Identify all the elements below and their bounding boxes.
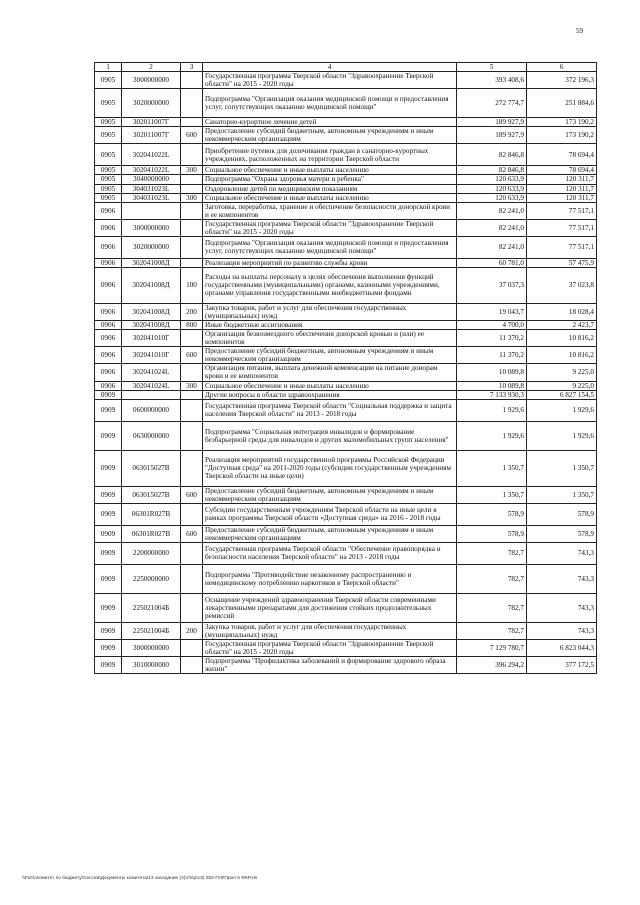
description-cell: Социальное обеспечение и иные выплаты населению (203, 193, 457, 202)
section-code-cell: 0909 (95, 542, 122, 564)
target-article-cell: 302041008Д (122, 303, 181, 320)
file-path-footer: \\Fs01\комитет по бюджету\Сессии\Документы комитета\13 заседание (4)\л\пр\13) 282-П-8\Прил 5 ФКР.xls (22, 876, 258, 881)
budget-table-body (95, 63, 597, 674)
expense-type-cell (181, 657, 203, 674)
target-article-cell: 3010000000 (122, 657, 181, 674)
plan-amount-cell: 1 350,7 (457, 486, 527, 503)
expense-type-cell (181, 144, 203, 166)
expense-type-cell: 600 (181, 347, 203, 364)
section-code-cell: 0906 (95, 202, 122, 219)
actual-amount-cell: 78 694,4 (527, 144, 597, 166)
table-row (95, 72, 597, 89)
actual-amount-cell: 120 311,7 (527, 184, 597, 193)
expense-type-cell (181, 399, 203, 421)
section-code-cell: 0909 (95, 390, 122, 399)
section-code-cell: 0905 (95, 118, 122, 127)
description-cell: Социальное обеспечение и иные выплаты населению (203, 381, 457, 390)
section-code-cell: 0905 (95, 144, 122, 166)
target-article-cell: 304031023L (122, 184, 181, 193)
section-code-cell: 0909 (95, 657, 122, 674)
table-row (95, 236, 597, 258)
target-article-cell (122, 202, 181, 219)
table-row (95, 486, 597, 503)
section-code-cell: 0906 (95, 303, 122, 320)
actual-amount-cell: 10 816,2 (527, 330, 597, 347)
actual-amount-cell: 578,9 (527, 525, 597, 542)
section-code-cell: 0909 (95, 503, 122, 525)
expense-type-cell: 600 (181, 525, 203, 542)
expense-type-cell: 100 (181, 267, 203, 303)
actual-amount-cell: 78 694,4 (527, 166, 597, 175)
plan-amount-cell: 1 350,7 (457, 450, 527, 486)
actual-amount-cell: 1 929,6 (527, 421, 597, 450)
target-article-cell: 302041010Г (122, 347, 181, 364)
plan-amount-cell: 1 929,6 (457, 421, 527, 450)
description-cell: Предоставление субсидий бюджетным, автономным учреждениям и иным некоммерческим организациям (203, 525, 457, 542)
header-cell: 6 (527, 63, 597, 72)
description-cell: Государственная программа Тверской области "Социальная поддержка и защита населения Тверской области" на 2013 - 2018 годы (203, 399, 457, 421)
actual-amount-cell: 578,9 (527, 503, 597, 525)
table-row (95, 127, 597, 144)
section-code-cell: 0906 (95, 267, 122, 303)
description-cell: Оздоровление детей по медицинским показаниям (203, 184, 457, 193)
actual-amount-cell: 2 423,7 (527, 321, 597, 330)
expense-type-cell (181, 219, 203, 236)
budget-table (94, 62, 597, 674)
expense-type-cell (181, 503, 203, 525)
table-row (95, 202, 597, 219)
table-row (95, 184, 597, 193)
description-cell: Закупка товаров, работ и услуг для обеспечения государственных (муниципальных) нужд (203, 622, 457, 639)
expense-type-cell: 200 (181, 622, 203, 639)
plan-amount-cell: 82 241,0 (457, 219, 527, 236)
page-number: 59 (576, 27, 583, 35)
actual-amount-cell: 37 023,8 (527, 267, 597, 303)
section-code-cell: 0909 (95, 399, 122, 421)
plan-amount-cell: 82 241,0 (457, 202, 527, 219)
plan-amount-cell: 189 927,9 (457, 118, 527, 127)
expense-type-cell (181, 175, 203, 184)
actual-amount-cell: 743,3 (527, 564, 597, 593)
target-article-cell: 06301R027В (122, 525, 181, 542)
actual-amount-cell: 10 816,2 (527, 347, 597, 364)
target-article-cell: 302041024L (122, 364, 181, 381)
description-cell: Расходы на выплаты персоналу в целях обеспечения выполнения функций государственными (муниципальными) органами, казенными учреждениями, органами управления государственными внебюджетными фондами (203, 267, 457, 303)
target-article-cell: 302041008Д (122, 321, 181, 330)
section-code-cell: 0905 (95, 72, 122, 89)
table-row (95, 525, 597, 542)
section-code-cell: 0905 (95, 166, 122, 175)
description-cell: Субсидии государственным учреждениям Тверской области на иные цели в рамках программы Тверской области «Доступная среда» на 2016 - 2018 годы (203, 503, 457, 525)
section-code-cell: 0906 (95, 236, 122, 258)
plan-amount-cell: 7 133 930,3 (457, 390, 527, 399)
expense-type-cell (181, 236, 203, 258)
target-article-cell: 3020000000 (122, 236, 181, 258)
table-row (95, 166, 597, 175)
expense-type-cell (181, 564, 203, 593)
table-row (95, 175, 597, 184)
actual-amount-cell: 173 190,2 (527, 127, 597, 144)
actual-amount-cell: 743,3 (527, 622, 597, 639)
expense-type-cell (181, 593, 203, 622)
table-row (95, 330, 597, 347)
description-cell: Государственная программа Тверской области "Здравоохранение Тверской области" на 2015 - 2020 годы (203, 640, 457, 657)
section-code-cell: 0909 (95, 622, 122, 639)
table-row (95, 381, 597, 390)
actual-amount-cell: 77 517,1 (527, 236, 597, 258)
table-row (95, 321, 597, 330)
table-row (95, 503, 597, 525)
table-header-row (95, 63, 597, 72)
actual-amount-cell: 1 929,6 (527, 399, 597, 421)
section-code-cell: 0905 (95, 184, 122, 193)
section-code-cell: 0905 (95, 193, 122, 202)
plan-amount-cell: 782,7 (457, 622, 527, 639)
actual-amount-cell: 743,3 (527, 593, 597, 622)
header-cell: 4 (203, 63, 457, 72)
section-code-cell: 0906 (95, 330, 122, 347)
section-code-cell: 0905 (95, 175, 122, 184)
target-article-cell: 302041022L (122, 144, 181, 166)
expense-type-cell (181, 72, 203, 89)
plan-amount-cell: 578,9 (457, 503, 527, 525)
table-row (95, 593, 597, 622)
actual-amount-cell: 120 311,7 (527, 193, 597, 202)
description-cell: Подпрограмма "Охрана здоровья матери и ребенка" (203, 175, 457, 184)
expense-type-cell: 600 (181, 486, 203, 503)
table-row (95, 421, 597, 450)
section-code-cell: 0909 (95, 564, 122, 593)
header-cell: 5 (457, 63, 527, 72)
description-cell: Оснащение учреждений здравоохранения Тверской области современными лекарственными препаратами для достижения стойких продолжительных ремиссий (203, 593, 457, 622)
expense-type-cell (181, 390, 203, 399)
description-cell: Государственная программа Тверской области "Здравоохранение Тверской области" на 2015 - 2020 годы (203, 72, 457, 89)
section-code-cell: 0909 (95, 525, 122, 542)
target-article-cell: 3000000000 (122, 219, 181, 236)
description-cell: Реализация мероприятий по развитию службы крови (203, 258, 457, 267)
target-article-cell: 304031023L (122, 193, 181, 202)
table-row (95, 258, 597, 267)
plan-amount-cell: 82 846,8 (457, 166, 527, 175)
target-article-cell: 3000000000 (122, 72, 181, 89)
expense-type-cell: 300 (181, 193, 203, 202)
target-article-cell: 2250000000 (122, 564, 181, 593)
actual-amount-cell: 77 517,1 (527, 219, 597, 236)
plan-amount-cell: 189 927,9 (457, 127, 527, 144)
section-code-cell: 0906 (95, 321, 122, 330)
description-cell: Приобретение путевок для долечивания граждан в санаторно-курортных учреждениях, расположенных на территории Тверской области (203, 144, 457, 166)
target-article-cell: 3000000000 (122, 640, 181, 657)
description-cell: Предоставление субсидий бюджетным, автономным учреждениям и иным некоммерческим организациям (203, 127, 457, 144)
section-code-cell: 0909 (95, 450, 122, 486)
plan-amount-cell: 120 633,9 (457, 193, 527, 202)
plan-amount-cell: 120 633,9 (457, 175, 527, 184)
target-article-cell: 3040000000 (122, 175, 181, 184)
table-row (95, 542, 597, 564)
expense-type-cell (181, 364, 203, 381)
target-article-cell: 063015027В (122, 450, 181, 486)
table-row (95, 144, 597, 166)
plan-amount-cell: 393 408,6 (457, 72, 527, 89)
table-row (95, 219, 597, 236)
plan-amount-cell: 10 089,8 (457, 364, 527, 381)
actual-amount-cell: 743,3 (527, 542, 597, 564)
plan-amount-cell: 60 781,0 (457, 258, 527, 267)
description-cell: Организация питания, выплата денежной компенсации на питание донорам крови и ее компонентов (203, 364, 457, 381)
plan-amount-cell: 82 241,0 (457, 236, 527, 258)
target-article-cell: 302041010Г (122, 330, 181, 347)
table-row (95, 564, 597, 593)
actual-amount-cell: 57 475,9 (527, 258, 597, 267)
plan-amount-cell: 10 089,8 (457, 381, 527, 390)
actual-amount-cell: 173 190,2 (527, 118, 597, 127)
description-cell: Государственная программа Тверской области "Обеспечение правопорядка и безопасности населения Тверской области" на 2013 - 2018 годы (203, 542, 457, 564)
table-row (95, 118, 597, 127)
plan-amount-cell: 19 043,7 (457, 303, 527, 320)
expense-type-cell: 300 (181, 166, 203, 175)
plan-amount-cell: 7 129 780,7 (457, 640, 527, 657)
section-code-cell: 0905 (95, 89, 122, 118)
target-article-cell: 225021004Б (122, 622, 181, 639)
expense-type-cell (181, 184, 203, 193)
target-article-cell: 302041008Д (122, 267, 181, 303)
section-code-cell: 0905 (95, 127, 122, 144)
description-cell: Подпрограмма "Организация оказания медицинской помощи и предоставления услуг, сопутствующих оказанию медицинской помощи" (203, 236, 457, 258)
target-article-cell: 302011007Г (122, 127, 181, 144)
plan-amount-cell: 82 846,8 (457, 144, 527, 166)
actual-amount-cell: 251 884,6 (527, 89, 597, 118)
expense-type-cell: 200 (181, 303, 203, 320)
table-row (95, 89, 597, 118)
table-row (95, 622, 597, 639)
table-row (95, 303, 597, 320)
description-cell: Государственная программа Тверской области "Здравоохранение Тверской области" на 2015 - 2020 годы (203, 219, 457, 236)
expense-type-cell (181, 202, 203, 219)
section-code-cell: 0909 (95, 486, 122, 503)
plan-amount-cell: 4 700,0 (457, 321, 527, 330)
section-code-cell: 0909 (95, 640, 122, 657)
table-row (95, 399, 597, 421)
description-cell: Предоставление субсидий бюджетным, автономным учреждениям и иным некоммерческим организациям (203, 486, 457, 503)
expense-type-cell (181, 640, 203, 657)
target-article-cell: 06301R027В (122, 503, 181, 525)
table-row (95, 390, 597, 399)
expense-type-cell (181, 118, 203, 127)
description-cell: Организация безвозмездного обеспечения донорской кровью и (или) ее компонентов (203, 330, 457, 347)
table-row (95, 657, 597, 674)
table-row (95, 364, 597, 381)
section-code-cell: 0906 (95, 258, 122, 267)
actual-amount-cell: 6 827 154,5 (527, 390, 597, 399)
plan-amount-cell: 1 929,6 (457, 399, 527, 421)
actual-amount-cell: 372 196,3 (527, 72, 597, 89)
table-row (95, 347, 597, 364)
expense-type-cell (181, 89, 203, 118)
section-code-cell: 0909 (95, 421, 122, 450)
description-cell: Реализация мероприятий государственной программы Российской Федерации "Доступная среда" на 2011-2020 годы (субсидии государственным учреждениям Тверской области на иные цели) (203, 450, 457, 486)
target-article-cell: 225021004Б (122, 593, 181, 622)
target-article-cell: 302041024L (122, 381, 181, 390)
description-cell: Заготовка, переработка, хранение и обеспечение безопасности донорской крови и ее компонентов (203, 202, 457, 219)
expense-type-cell (181, 330, 203, 347)
plan-amount-cell: 396 294,2 (457, 657, 527, 674)
target-article-cell: 063015027В (122, 486, 181, 503)
plan-amount-cell: 272 774,7 (457, 89, 527, 118)
actual-amount-cell: 77 517,1 (527, 202, 597, 219)
description-cell: Другие вопросы в области здравоохранения (203, 390, 457, 399)
expense-type-cell: 300 (181, 381, 203, 390)
actual-amount-cell: 18 028,4 (527, 303, 597, 320)
target-article-cell: 302041008Д (122, 258, 181, 267)
actual-amount-cell: 1 350,7 (527, 450, 597, 486)
description-cell: Санаторно-курортное лечение детей (203, 118, 457, 127)
actual-amount-cell: 1 350,7 (527, 486, 597, 503)
header-cell: 2 (122, 63, 181, 72)
description-cell: Иные бюджетные ассигнования (203, 321, 457, 330)
actual-amount-cell: 377 172,5 (527, 657, 597, 674)
expense-type-cell: 600 (181, 127, 203, 144)
plan-amount-cell: 11 370,2 (457, 330, 527, 347)
description-cell: Подпрограмма "Профилактика заболеваний и формирование здорового образа жизни" (203, 657, 457, 674)
plan-amount-cell: 578,9 (457, 525, 527, 542)
expense-type-cell (181, 542, 203, 564)
description-cell: Социальное обеспечение и иные выплаты населению (203, 166, 457, 175)
expense-type-cell (181, 421, 203, 450)
section-code-cell: 0906 (95, 219, 122, 236)
actual-amount-cell: 9 225,0 (527, 364, 597, 381)
plan-amount-cell: 782,7 (457, 542, 527, 564)
plan-amount-cell: 37 037,3 (457, 267, 527, 303)
table-row (95, 640, 597, 657)
table-row (95, 450, 597, 486)
target-article-cell: 0630000000 (122, 421, 181, 450)
plan-amount-cell: 782,7 (457, 593, 527, 622)
plan-amount-cell: 782,7 (457, 564, 527, 593)
target-article-cell: 302011007Г (122, 118, 181, 127)
header-cell: 3 (181, 63, 203, 72)
actual-amount-cell: 9 225,0 (527, 381, 597, 390)
table-row (95, 193, 597, 202)
section-code-cell: 0906 (95, 347, 122, 364)
header-cell: 1 (95, 63, 122, 72)
description-cell: Подпрограмма "Организация оказания медицинской помощи и предоставления услуг, сопутствующих оказанию медицинской помощи" (203, 89, 457, 118)
section-code-cell: 0909 (95, 593, 122, 622)
expense-type-cell (181, 450, 203, 486)
plan-amount-cell: 120 633,9 (457, 184, 527, 193)
description-cell: Предоставление субсидий бюджетным, автономным учреждениям и иным некоммерческим организациям (203, 347, 457, 364)
target-article-cell: 302041022L (122, 166, 181, 175)
target-article-cell: 2200000000 (122, 542, 181, 564)
description-cell: Закупка товаров, работ и услуг для обеспечения государственных (муниципальных) нужд (203, 303, 457, 320)
actual-amount-cell: 6 823 044,3 (527, 640, 597, 657)
target-article-cell (122, 390, 181, 399)
expense-type-cell: 800 (181, 321, 203, 330)
target-article-cell: 3020000000 (122, 89, 181, 118)
target-article-cell: 0600000000 (122, 399, 181, 421)
description-cell: Подпрограмма "Социальная интеграция инвалидов и формирование безбарьерной среды для инвалидов и других маломобильных групп населения" (203, 421, 457, 450)
plan-amount-cell: 11 370,2 (457, 347, 527, 364)
expense-type-cell (181, 258, 203, 267)
actual-amount-cell: 120 311,7 (527, 175, 597, 184)
description-cell: Подпрограмма "Противодействие незаконному распространению и немедицинскому потреблению наркотиков в Тверской области" (203, 564, 457, 593)
section-code-cell: 0906 (95, 381, 122, 390)
table-row (95, 267, 597, 303)
section-code-cell: 0906 (95, 364, 122, 381)
